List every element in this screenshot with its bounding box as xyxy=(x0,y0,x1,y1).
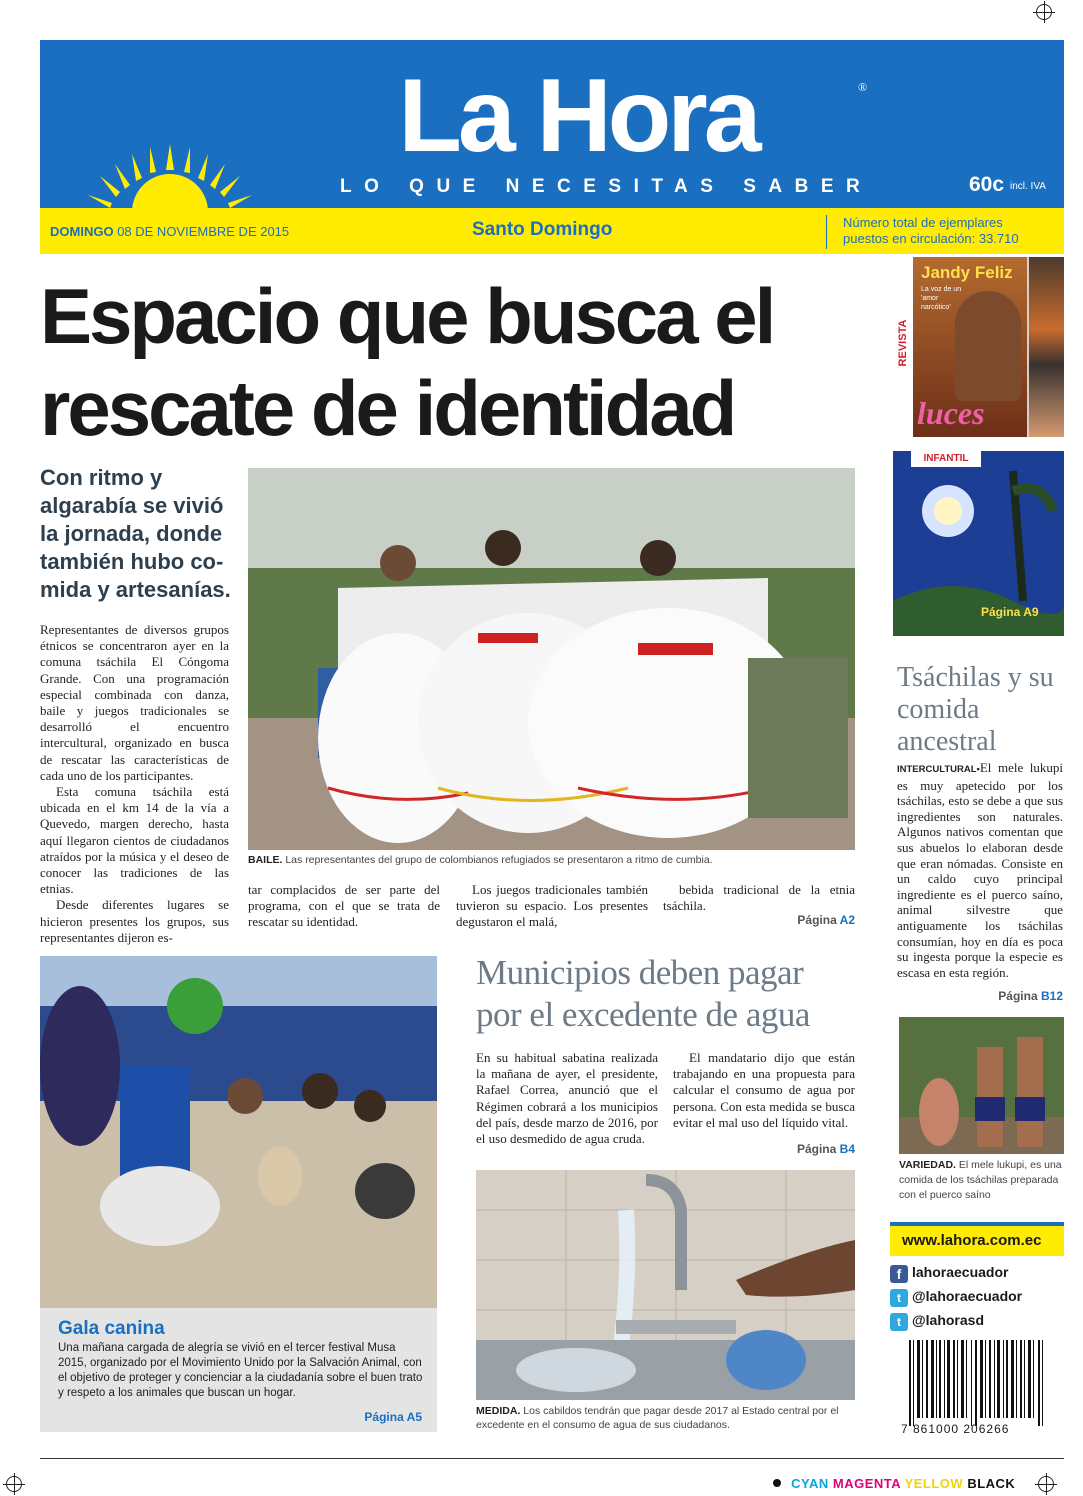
website-box[interactable] xyxy=(890,1222,1064,1256)
faucet-illustration xyxy=(476,1170,855,1400)
newspaper-logo: La Hora xyxy=(398,58,758,174)
caption-label: MEDIDA. xyxy=(476,1405,521,1417)
registered-mark: ® xyxy=(858,80,868,94)
color-dot-icon xyxy=(773,1479,781,1487)
twitter-handle-1: @lahoraecuador xyxy=(912,1288,1023,1304)
color-bar xyxy=(773,1476,1015,1491)
facebook-handle: lahoraecuador xyxy=(912,1264,1009,1280)
revista-thumbnails xyxy=(1029,257,1064,437)
tsachilas-headline[interactable]: Tsáchilas y su comida ancestral xyxy=(897,662,1054,757)
social-twitter-1[interactable] xyxy=(890,1288,1064,1308)
edition-day: DOMINGO xyxy=(50,224,114,239)
edition-date-text: 08 DE NOVIEMBRE DE 2015 xyxy=(117,224,290,239)
tagline: LO QUE NECESITAS SABER xyxy=(340,176,873,197)
twitter-icon: t xyxy=(890,1289,908,1307)
tsachilas-page-ref[interactable] xyxy=(930,989,1063,1003)
infantil-label: INFANTIL xyxy=(911,451,981,467)
barcode-bars-icon xyxy=(905,1340,1057,1426)
social-facebook[interactable] xyxy=(890,1264,1064,1284)
main-story-column-4 xyxy=(663,882,855,914)
body-col4-text: bebida tradicional de la etnia tsáchila. xyxy=(663,882,855,914)
revista-cover-sub: La voz de un 'amor narcótico' xyxy=(921,286,962,311)
agua-col2-text: El mandatario dijo que están trabajando en una propuesta para calcular el consumo de agua por persona. Con esta medida se busca evitar el mal uso del líquido vital. xyxy=(673,1050,855,1130)
agua-column-1 xyxy=(476,1050,658,1147)
caption-text: Las representantes del grupo de colombianos refugiados se presentaron a ritmo de cumbia. xyxy=(285,854,713,866)
page-ref-number: A2 xyxy=(839,913,855,927)
dancers-caption xyxy=(248,853,855,867)
circulation-info xyxy=(826,215,1064,249)
revista-cover-title: Jandy Feliz xyxy=(921,263,1013,282)
facebook-icon: f xyxy=(890,1265,908,1283)
revista-portrait xyxy=(955,291,1021,401)
page-ref-number: B12 xyxy=(1040,989,1063,1003)
main-story-column-2 xyxy=(248,882,440,931)
gala-canina-photo[interactable] xyxy=(40,956,437,1308)
color-black: BLACK xyxy=(967,1476,1016,1491)
variedad-photo[interactable] xyxy=(899,1017,1064,1154)
caption-text: Los cabildos tendrán que pagar desde 2017 al Estado central por el excedente en el consumo de agua de sus ciudadanos. xyxy=(476,1405,839,1431)
agua-headline-line-2: por el excedente de agua xyxy=(476,995,810,1034)
agua-headline-line-1: Municipios deben pagar xyxy=(476,953,804,992)
agua-photo[interactable] xyxy=(476,1170,855,1400)
barcode xyxy=(901,1340,1057,1440)
page-ref-label: Página xyxy=(796,1142,837,1156)
body-col3-text: Los juegos tradicionales también tuvieron su espacio. Los presentes degustaron el malá, xyxy=(456,882,648,930)
registration-mark-bottom-left-icon xyxy=(6,1476,22,1492)
tsachilas-kicker: INTERCULTURAL• xyxy=(897,764,980,775)
infantil-page: Página A9 xyxy=(981,605,1039,619)
date-bar xyxy=(40,208,1064,254)
main-story-column-3 xyxy=(456,882,648,931)
headline-line-2: rescate de identidad xyxy=(40,364,735,452)
variedad-caption xyxy=(899,1158,1064,1203)
main-story-page-ref[interactable] xyxy=(700,913,855,927)
variedad-illustration xyxy=(899,1017,1064,1154)
circulation-line-2: puestos en circulación: 33.710 xyxy=(843,231,1019,246)
tsachilas-text: El mele lukupi es muy apetecido por los tsáchilas, esto se debe a que sus ingredientes son naturales. Algunos nativos comentan que sus abuelos lo elaboran desde que eran nómadas. Consiste en un caldo cuyo principal ingrediente es el puerco saíno, animal silvestre que antiguamente los tsáchilas consumían, hoy en día es poca su ingesta porque la especie es escasa en esta región. xyxy=(897,760,1063,980)
main-subhead: Con ritmo y algarabía se vivió la jornada, donde también hubo co-mida y artesanías. xyxy=(40,465,231,602)
infantil-promo[interactable] xyxy=(893,451,1064,636)
page-ref-label: Página xyxy=(998,989,1038,1003)
body-col2-text: tar complacidos de ser parte del programa, con el que se trata de rescatar su identidad. xyxy=(248,882,440,930)
gala-canina-text: Una mañana cargada de alegría se vivió en el tercer festival Musa 2015, organizado por el Movimiento Unido por la Salvación Animal, con el objetivo de proteger y concienciar a la ciudadanía sobre el buen trato y respeto a los animales que buscan un hogar. xyxy=(58,1342,423,1399)
agua-page-ref[interactable] xyxy=(730,1142,855,1156)
gala-canina-title[interactable]: Gala canina xyxy=(58,1318,165,1339)
registration-mark-top-right-icon xyxy=(1036,4,1052,20)
agua-column-2 xyxy=(673,1050,855,1131)
agua-headline[interactable] xyxy=(476,952,866,1036)
twitter-handle-2: @lahorasd xyxy=(912,1312,985,1328)
caption-label: BAILE. xyxy=(248,854,283,866)
circulation-line-1: Número total de ejemplares xyxy=(843,215,1003,230)
registration-mark-bottom-right-icon xyxy=(1038,1476,1054,1492)
revista-brand: luces xyxy=(917,395,985,431)
color-cyan: CYAN xyxy=(791,1476,829,1491)
price-note: incl. IVA xyxy=(1010,181,1046,192)
twitter-icon: t xyxy=(890,1313,908,1331)
body-paragraph-3: Desde diferentes lugares se hicieron presentes los grupos, sus representantes dijeron es- xyxy=(40,897,229,945)
revista-promo[interactable] xyxy=(893,257,1064,437)
social-twitter-2[interactable] xyxy=(890,1312,1064,1332)
page-ref-number: B4 xyxy=(839,1142,855,1156)
caption-label: VARIEDAD. xyxy=(899,1159,956,1171)
sun-logo-icon xyxy=(70,140,270,210)
dancers-photo[interactable] xyxy=(248,468,855,850)
barcode-number: 7 861000 206266 xyxy=(901,1422,1010,1436)
headline-line-1: Espacio que busca el xyxy=(40,272,774,360)
gala-canina-illustration xyxy=(40,956,437,1308)
revista-label: REVISTA xyxy=(897,319,909,367)
gala-canina-box xyxy=(40,1308,437,1432)
bottom-rule xyxy=(40,1458,1064,1459)
dancers-illustration xyxy=(248,468,855,850)
main-headline[interactable] xyxy=(40,270,870,454)
page-ref-number: A5 xyxy=(406,1410,422,1424)
agua-caption xyxy=(476,1404,855,1432)
price: 60c xyxy=(969,173,1005,196)
edition-date xyxy=(50,224,289,239)
page-ref-label: Página xyxy=(364,1410,404,1424)
website-url[interactable]: www.lahora.com.ec xyxy=(902,1232,1042,1249)
caption-text: El mele lukupi, es una comida de los tsáchilas preparada con el puerco saíno xyxy=(899,1159,1062,1201)
edition-city: Santo Domingo xyxy=(472,219,613,240)
main-story-column-1 xyxy=(40,622,229,946)
page-ref-label: Página xyxy=(797,913,837,927)
body-paragraph-1: Representantes de diversos grupos étnicos se concentraron ayer en la comuna tsáchila El Cóngoma Grande. Con una programación especial combinada con danza, baile y juegos tradicionales se desarrolló el encuentro intercultural, organizado en busca de rescatar las características de cada uno de los participantes. xyxy=(40,622,229,783)
masthead xyxy=(40,40,1064,208)
color-yellow: YELLOW xyxy=(904,1476,964,1491)
gala-page-ref[interactable] xyxy=(300,1410,422,1424)
body-paragraph-2: Esta comuna tsáchila está ubicada en el km 14 de la vía a Quevedo, margen derecho, hasta aquí llegaron cientos de ciudadanos atraídos por la música y el deseo de conocer las tradiciones de las etnias. xyxy=(40,784,229,897)
color-magenta: MAGENTA xyxy=(832,1476,901,1491)
agua-col1-text: En su habitual sabatina realizada la mañana de ayer, el presidente, Rafael Correa, anunció que el Régimen cobrará a los municipios del país, desde marzo de 2016, por el uso desmedido de agua cruda. xyxy=(476,1050,658,1147)
tsachilas-body xyxy=(897,760,1063,980)
